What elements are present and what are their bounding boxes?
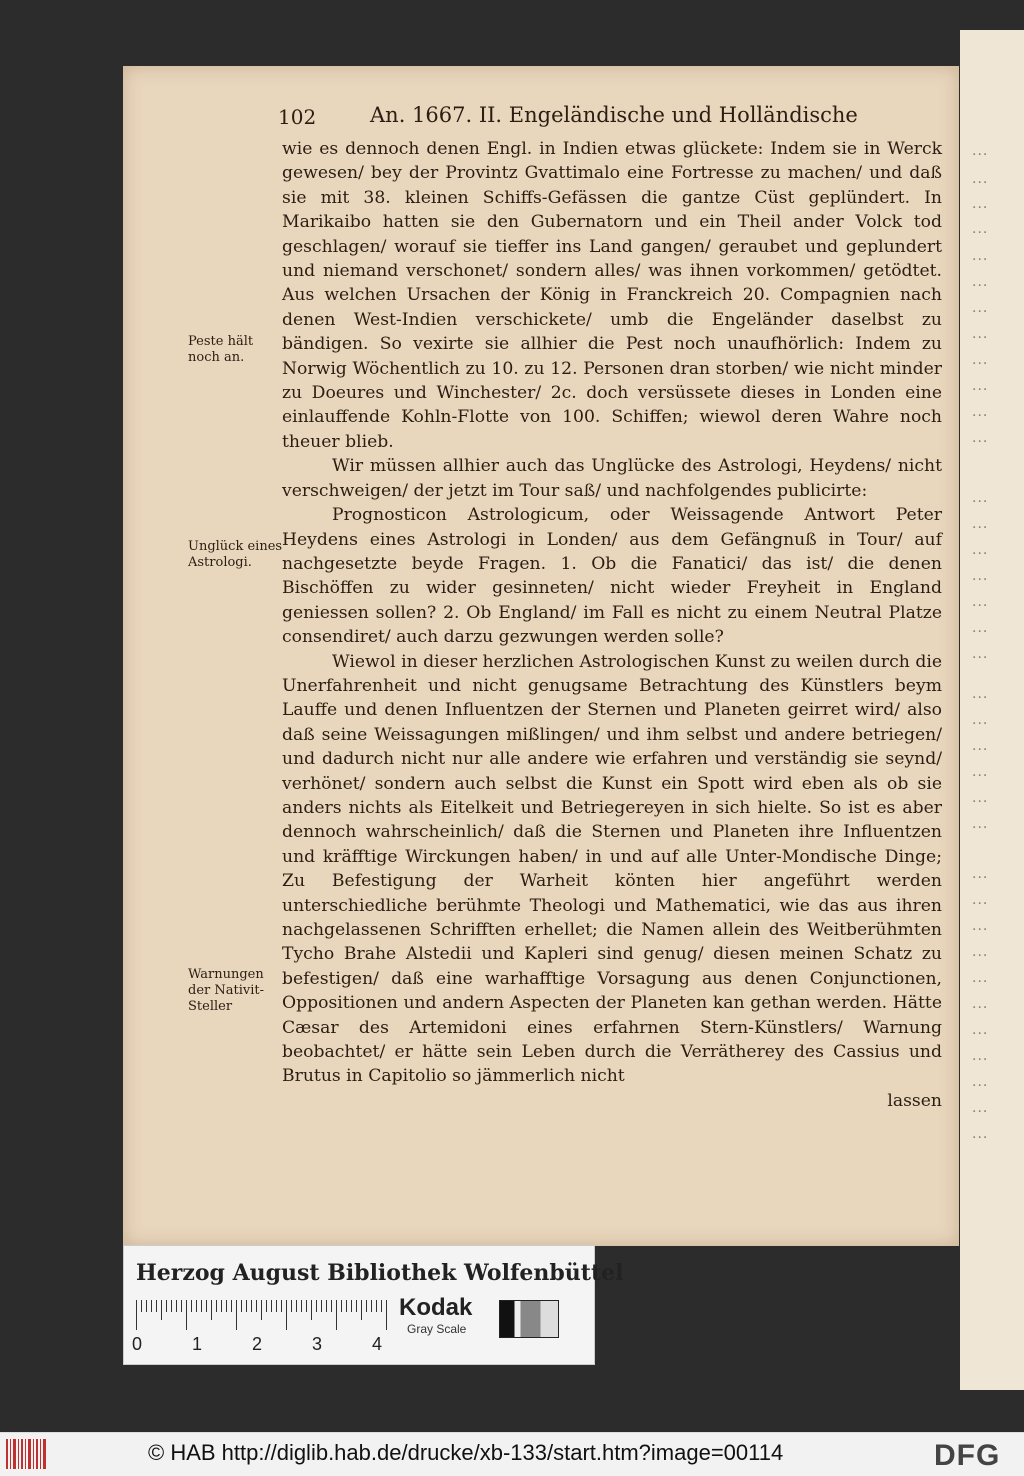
ruler-tick bbox=[291, 1300, 292, 1312]
ruler-tick bbox=[221, 1300, 222, 1312]
ruler-number: 0 bbox=[132, 1334, 143, 1354]
ruler-tick bbox=[201, 1300, 202, 1312]
ruler-tick bbox=[196, 1300, 197, 1312]
barcode-icon bbox=[6, 1439, 48, 1469]
ruler-tick bbox=[156, 1300, 157, 1312]
ruler-tick bbox=[261, 1300, 262, 1320]
ruler-tick bbox=[281, 1300, 282, 1312]
ruler-number: 4 bbox=[372, 1334, 383, 1354]
paragraph-3: Prognosticon Astrologicum, oder Weissagende Antwort Peter Heydens eines Astrologi in Londen/ aus dem Gefängnuß in Tour/ auf nachgesetzte beyde Fragen. 1. Ob die Fanatici/ das ist/ die denen Bischöffen zu wider gesinneten/ nicht wieder Freyheit in England geniessen sollen? 2. Ob England/ im Fall es nicht zu einem Neutral Platze consendiret/ auch darzu gezwungen werden solle? bbox=[282, 505, 942, 648]
main-text bbox=[282, 137, 942, 1113]
footer-bar bbox=[0, 1432, 1024, 1476]
ruler-tick bbox=[296, 1300, 297, 1312]
ruler-tick bbox=[256, 1300, 257, 1312]
ruler-tick bbox=[321, 1300, 322, 1312]
ruler-tick bbox=[151, 1300, 152, 1312]
ruler-tick bbox=[216, 1300, 217, 1312]
ruler-tick bbox=[181, 1300, 182, 1312]
ruler-tick bbox=[331, 1300, 332, 1312]
ruler-tick bbox=[161, 1300, 162, 1320]
ruler-tick bbox=[141, 1300, 142, 1312]
running-title: An. 1667. II. Engeländische und Holländische bbox=[370, 103, 858, 127]
ruler-number: 1 bbox=[192, 1334, 203, 1354]
gray-patch bbox=[499, 1300, 559, 1338]
ruler-tick bbox=[191, 1300, 192, 1312]
catchword: lassen bbox=[887, 1090, 942, 1111]
ruler-tick bbox=[206, 1300, 207, 1312]
ruler-tick bbox=[231, 1300, 232, 1312]
copyright-link[interactable]: © HAB http://diglib.hab.de/drucke/xb-133/start.htm?image=00114 bbox=[148, 1440, 784, 1465]
ruler-tick bbox=[251, 1300, 252, 1312]
marginal-note-astrologer: Unglück eines Astrologi. bbox=[188, 539, 283, 570]
ruler-tick bbox=[286, 1300, 287, 1330]
ruler-tick bbox=[356, 1300, 357, 1312]
ruler-tick bbox=[341, 1300, 342, 1312]
ruler-tick bbox=[381, 1300, 382, 1312]
ruler-numbers bbox=[132, 1334, 392, 1358]
ruler-tick bbox=[276, 1300, 277, 1312]
ruler-tick bbox=[246, 1300, 247, 1312]
page-number: 102 bbox=[278, 105, 317, 129]
ruler-number: 2 bbox=[252, 1334, 263, 1354]
ruler-tick bbox=[361, 1300, 362, 1320]
ruler-tick bbox=[186, 1300, 187, 1330]
ruler-tick bbox=[176, 1300, 177, 1312]
color-calibration-ruler bbox=[123, 1245, 624, 1365]
ruler-tick bbox=[171, 1300, 172, 1312]
ruler-tick bbox=[211, 1300, 212, 1320]
ruler-tick bbox=[236, 1300, 237, 1330]
ruler-tick bbox=[241, 1300, 242, 1312]
ruler-tick bbox=[346, 1300, 347, 1312]
ruler-tick bbox=[136, 1300, 137, 1330]
ruler-tick bbox=[301, 1300, 302, 1312]
gray-scale-label: Gray Scale bbox=[407, 1322, 467, 1336]
paragraph-2: Wir müssen allhier auch das Unglücke des Astrologi, Heydens/ nicht verschweigen/ der jetzt im Tour saß/ und nachfolgendes publicirte: bbox=[282, 456, 942, 501]
ruler-tick bbox=[351, 1300, 352, 1312]
ruler-tick bbox=[266, 1300, 267, 1312]
ruler-tick bbox=[166, 1300, 167, 1312]
ruler-tick bbox=[306, 1300, 307, 1312]
ruler-tick bbox=[376, 1300, 377, 1312]
ruler-tick bbox=[226, 1300, 227, 1312]
ruler-tick bbox=[146, 1300, 147, 1312]
ruler-tick bbox=[271, 1300, 272, 1312]
ruler-tick bbox=[371, 1300, 372, 1312]
paragraph-1: wie es dennoch denen Engl. in Indien etwas glückete: Indem sie in Werck gewesen/ bey der Provintz Gvattimalo eine Fortresse zu machen/ und daß sie mit 38. kleinen Schiffs-Gefässen die gantze Cüst geplündert. In Marikaibo hatten sie den Gubernatorn und ein Theil ander Volck tod geschlagen/ worauf sie tieffer ins Land gangen/ geraubet und geplundert und niemand verschonet/ sondern alles/ was ihnen vorkommen/ getödtet. Aus welchen Ursachen der König in Franckreich 20. Compagnien nach denen West-Indien verschickete/ umb die Engeländer daselbst zu bändigen. So vexirte sie allhier die Pest noch unaufhörlich: Indem zu Norwig Wöchentlich zu 10. zu 12. Personen dran storben/ wie nicht minder zu Doeures und Winchester/ 2c. doch versüssete dieses in Londen eine einlauffende Kohln-Flotte von 100. Schiffen; wiewol deren Wahre noch theuer blieb. bbox=[282, 139, 942, 452]
dfg-logo: DFG bbox=[934, 1439, 1001, 1472]
ruler-tick bbox=[336, 1300, 337, 1330]
marginal-note-warnings: Warnungen der Nativit-Steller bbox=[188, 967, 264, 1014]
kodak-brand: Kodak bbox=[399, 1294, 473, 1321]
ruler-scale bbox=[136, 1300, 386, 1330]
ruler-tick bbox=[366, 1300, 367, 1312]
ruler-tick bbox=[316, 1300, 317, 1312]
ruler-tick bbox=[311, 1300, 312, 1320]
ruler-tick bbox=[386, 1300, 387, 1330]
ruler-tick bbox=[326, 1300, 327, 1312]
marginal-note-plague: Peste hält noch an. bbox=[188, 334, 254, 365]
adjacent-page-edge: ··· ··· ··· ··· ··· ··· ··· ··· ··· ··· ··· ··· ··· ··· ··· ··· ··· ··· ··· ··· ··· ··· ··· ··· ··· ··· ··· ··· ··· ··· ··· ··· ··· ··· ··· ··· bbox=[960, 30, 1024, 1390]
institution-name: Herzog August Bibliothek Wolfenbüttel bbox=[136, 1260, 624, 1286]
ruler-number: 3 bbox=[312, 1334, 323, 1354]
paragraph-4: Wiewol in dieser herzlichen Astrologischen Kunst zu weilen durch die Unerfahrenheit und nicht genugsame Betrachtung des Künstlers beym Lauffe und denen Influentzen der Sternen und Planeten geirret wird/ also daß seine Weissagungen mißlingen/ und ihm selbst und andere betriegen/ und dadurch nicht nur alle andere wie erfahren und verständig sie seynd/ verhönet/ sondern auch selbst die Kunst ein Spott wird eben als ob sie anders nichts als Eitelkeit und Betriegereyen in sich hielte. So ist es aber dennoch wahrscheinlich/ daß die Sternen und Planeten ihre Influentzen und kräfftige Wirckungen haben/ in und auf alle Unter-Mondische Dinge; Zu Befestigung der Warheit könten hier angeführt werden unterschiedliche berühmte Theologi und Mathematici, wie das aus ihren nachgelassenen Schrifften erhellet; die Namen allein des Weitberühmten Tycho Brahe Alstedii und Kapleri sind genug/ diesen meinen Schatz zu befestigen/ daß eine warhafftige Vorsagung aus denen Conjunctionen, Oppositionen und andern Aspecten der Planeten kan gethan werden. Hätte Cæsar des Artemidoni eines erfahrnen Stern-Künstlers/ Warnung beobachtet/ er hätte sein Leben durch die Verrätherey des Cassius und Brutus in Capitolio so jämmerlich nicht bbox=[282, 651, 942, 1087]
